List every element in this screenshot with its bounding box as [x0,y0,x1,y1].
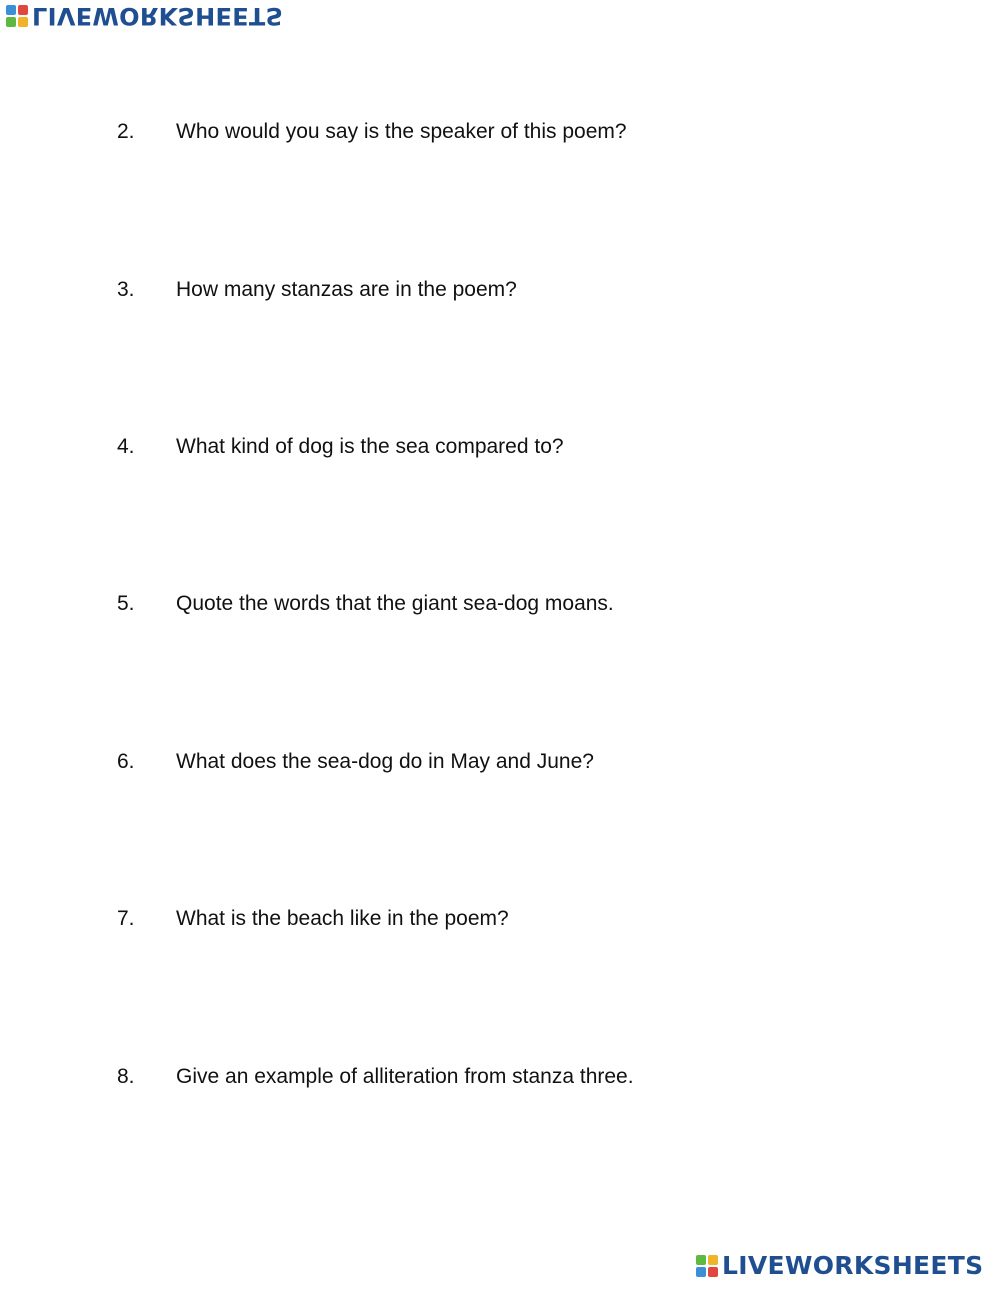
question-number: 5. [117,592,135,615]
logo-block-icon [708,1255,718,1265]
question-number: 8. [117,1065,135,1088]
question-text: How many stanzas are in the poem? [176,278,517,301]
question-item [117,751,594,772]
logo-block-icon [6,5,16,15]
question-text: What kind of dog is the sea compared to? [176,435,564,458]
question-text: What does the sea-dog do in May and June? [176,750,594,773]
logo-text: LIVEWORKSHEETS [722,1251,984,1280]
logo-block-icon [18,5,28,15]
question-number: 7. [117,907,135,930]
question-item [117,908,509,929]
liveworksheets-logo-bottom [696,1253,983,1278]
question-text: Quote the words that the giant sea-dog moans. [176,592,614,615]
question-text: What is the beach like in the poem? [176,907,509,930]
logo-blocks-icon [6,5,28,27]
logo-text: LIVEWORKSHEETS [32,2,284,30]
logo-block-icon [696,1255,706,1265]
question-text: Give an example of alliteration from stanza three. [176,1065,634,1088]
question-item [117,279,517,300]
question-number: 4. [117,435,135,458]
logo-block-icon [696,1267,706,1277]
logo-block-icon [6,17,16,27]
question-number: 2. [117,120,135,143]
question-text: Who would you say is the speaker of this poem? [176,120,627,143]
question-number: 6. [117,750,135,773]
logo-block-icon [18,17,28,27]
question-item [117,593,614,614]
logo-block-icon [708,1267,718,1277]
question-item [117,436,564,457]
logo-blocks-icon [696,1255,718,1277]
question-item [117,1066,634,1087]
question-number: 3. [117,278,135,301]
question-item [117,121,627,142]
liveworksheets-logo-top [6,4,283,28]
